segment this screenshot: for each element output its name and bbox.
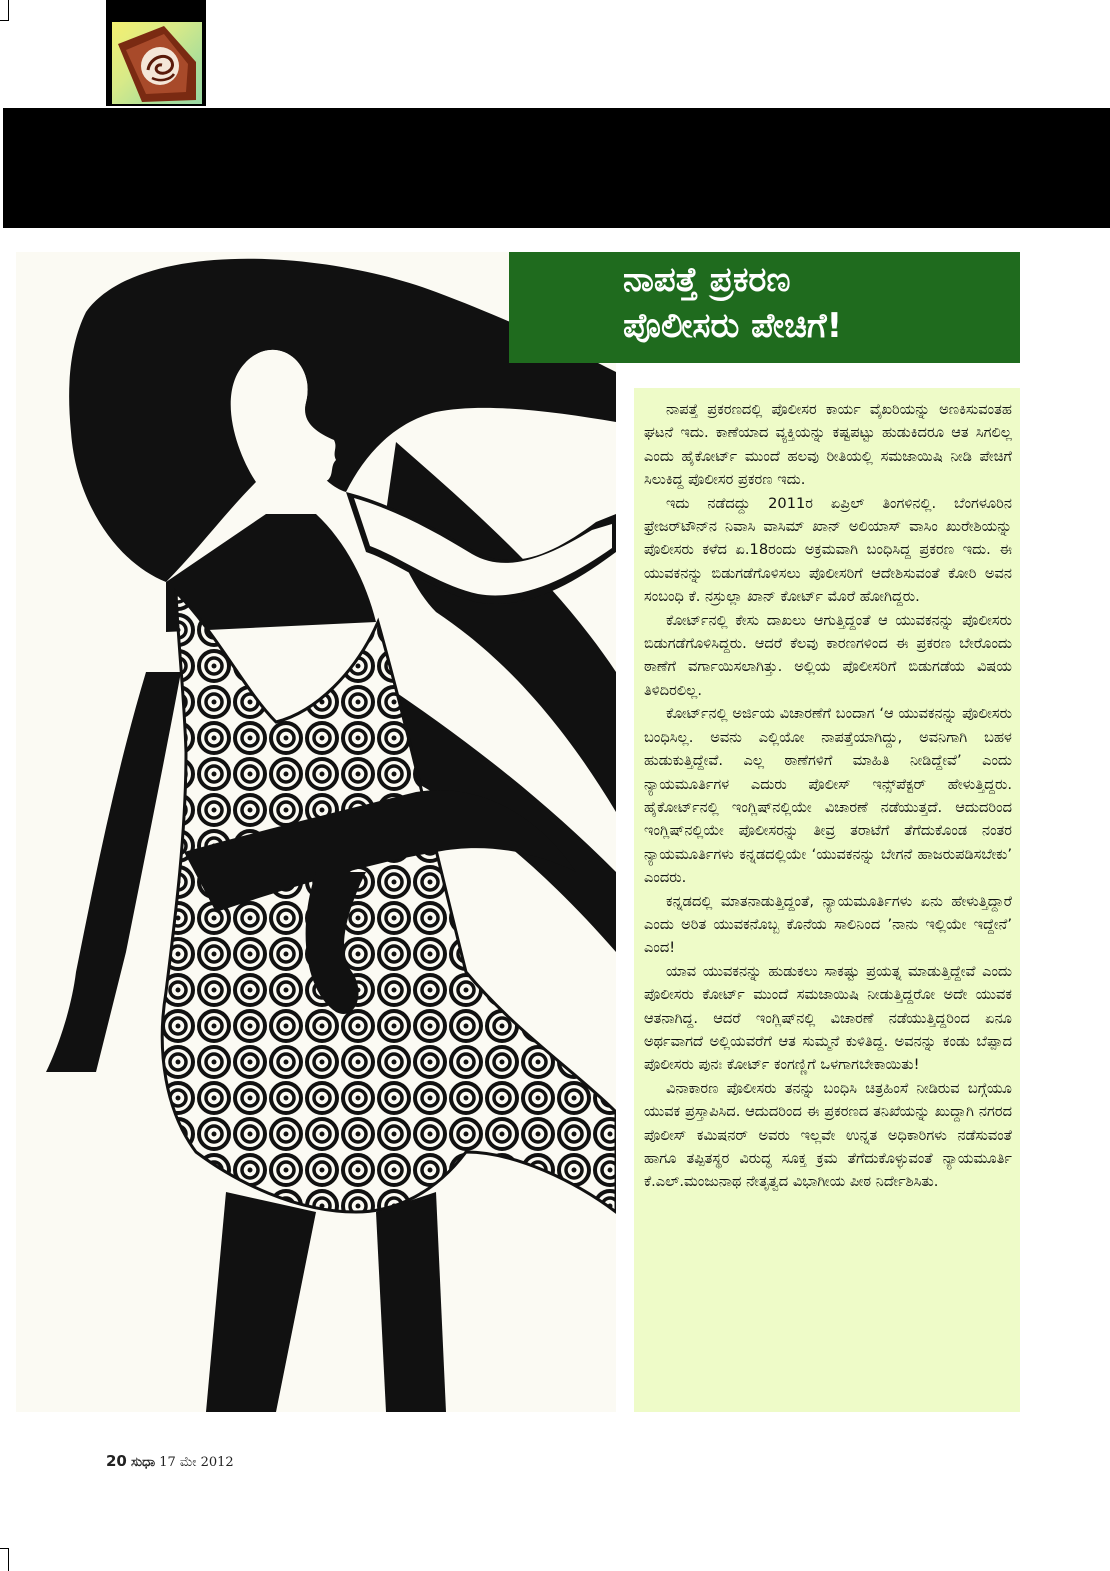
header-band: [3, 108, 1110, 228]
woman-silhouette-illustration: [16, 252, 616, 1412]
article-paragraph: ವಿನಾಕಾರಣ ಪೊಲೀಸರು ತನನ್ನು ಬಂಧಿಸಿ ಚಿತ್ರಹಿಂಸೆ ನೀಡಿರುವ ಬಗ್ಗೆಯೂ ಯುವಕ ಪ್ರಸ್ತಾಪಿಸಿದ. ಆದುದರಿಂದ ಈ ಪ್ರಕರಣದ ತನಿಖೆಯನ್ನು ಖುದ್ದಾಗಿ ನಗರದ ಪೊಲೀಸ್ ಕಮಿಷನರ್ ಅವರು ಇಲ್ಲವೇ ಉನ್ನತ ಅಧಿಕಾರಿಗಳು ನಡೆಸುವಂತೆ ಹಾಗೂ ತಪ್ಪಿತಸ್ಥರ ವಿರುದ್ಧ ಸೂಕ್ತ ಕ್ರಮ ತೆಗೆದುಕೊಳ್ಳುವಂತೆ ನ್ಯಾಯಮೂರ್ತಿ ಕೆ.ಎಲ್.ಮಂಜುನಾಥ ನೇತೃತ್ವದ ವಿಭಾಗೀಯ ಪೀಠ ನಿರ್ದೇಶಿಸಿತು.: [644, 1079, 1012, 1191]
page-number: 20: [106, 1452, 127, 1470]
crop-mark-top-left-v: [8, 0, 9, 20]
crop-mark-bottom-left-v: [8, 1548, 9, 1571]
article-paragraph: ಇದು ನಡೆದದ್ದು 2011ರ ಏಪ್ರಿಲ್ ತಿಂಗಳಿನಲ್ಲಿ. ಬೆಂಗಳೂರಿನ ಫ್ರೇಜರ್‌ಟೌನ್‌ನ ನಿವಾಸಿ ವಾಸಿಮ್ ಖಾನ್ ಅಲಿಯಾಸ್ ವಾಸಿಂ ಖುರೇಶಿಯನ್ನು ಪೊಲೀಸರು ಕಳೆದ ಏ.18ರಂದು ಅಕ್ರಮವಾಗಿ ಬಂಧಿಸಿದ್ದ ಪ್ರಕರಣ ಇದು. ಈ ಯುವಕನನ್ನು ಬಿಡುಗಡೆಗೊಳಿಸಲು ಪೊಲೀಸರಿಗೆ ಆದೇಶಿಸುವಂತೆ ಕೋರಿ ಅವನ ಸಂಬಂಧಿ ಕೆ. ನಸ್ರುಲ್ಲಾ ಖಾನ್ ಕೋರ್ಟ್ ಮೊರೆ ಹೋಗಿದ್ದರು.: [644, 494, 1012, 606]
article-paragraph: ನಾಪತ್ತೆ ಪ್ರಕರಣದಲ್ಲಿ ಪೊಲೀಸರ ಕಾರ್ಯ ವೈಖರಿಯನ್ನು ಅಣಕಿಸುವಂತಹ ಘಟನೆ ಇದು. ಕಾಣೆಯಾದ ವ್ಯಕ್ತಿಯನ್ನು ಕಷ್ಟಪಟ್ಟು ಹುಡುಕಿದರೂ ಆತ ಸಿಗಲಿಲ್ಲ ಎಂದು ಹೈಕೋರ್ಟ್ ಮುಂದೆ ಹಲವು ರೀತಿಯಲ್ಲಿ ಸಮಜಾಯಿಷಿ ನೀಡಿ ಪೇಚಿಗೆ ಸಿಲುಕಿದ್ದ ಪೊಲೀಸರ ಪ್ರಕರಣ ಇದು.: [644, 401, 1012, 489]
headline-line-1: ನಾಪತ್ತೆ ಪ್ರಕರಣ: [623, 260, 791, 300]
headline-box: [509, 252, 1020, 363]
article-paragraph: ಯಾವ ಯುವಕನನ್ನು ಹುಡುಕಲು ಸಾಕಷ್ಟು ಪ್ರಯತ್ನ ಮಾಡುತ್ತಿದ್ದೇವೆ ಎಂದು ಪೊಲೀಸರು ಕೋರ್ಟ್ ಮುಂದೆ ಸಮಜಾಯಿಷಿ ನೀಡುತ್ತಿದ್ದರೋ ಅದೇ ಯುವಕ ಆತನಾಗಿದ್ದ. ಆದರೆ ಇಂಗ್ಲಿಷ್‌ನಲ್ಲಿ ವಿಚಾರಣೆ ನಡೆಯುತ್ತಿದ್ದರಿಂದ ಏನೂ ಅರ್ಥವಾಗದೆ ಅಲ್ಲಿಯವರೆಗೆ ಆತ ಸುಮ್ಮನೆ ಕುಳಿತಿದ್ದ. ಅವನನ್ನು ಕಂಡು ಬೆಪ್ಪಾದ ಪೊಲೀಸರು ಪುನಃ ಕೋರ್ಟ್ ಕಂಗಣ್ಣಿಗೆ ಒಳಗಾಗಬೇಕಾಯಿತು!: [644, 962, 1012, 1074]
article-paragraph: ಕೋರ್ಟ್‌ನಲ್ಲಿ ಕೇಸು ದಾಖಲು ಆಗುತ್ತಿದ್ದಂತೆ ಆ ಯುವಕನನ್ನು ಪೊಲೀಸರು ಬಿಡುಗಡೆಗೊಳಿಸಿದ್ದರು. ಆದರೆ ಕೆಲವು ಕಾರಣಗಳಿಂದ ಈ ಪ್ರಕರಣ ಬೇರೊಂದು ಠಾಣೆಗೆ ವರ್ಗಾಯಿಸಲಾಗಿತ್ತು. ಅಲ್ಲಿಯ ಪೊಲೀಸರಿಗೆ ಬಿಡುಗಡೆಯ ವಿಷಯ ತಿಳಿದಿರಲಿಲ್ಲ.: [644, 611, 1012, 699]
logo-emblem: [112, 22, 202, 104]
article-text: [644, 398, 1012, 1194]
woman-figure-icon: [16, 252, 616, 1412]
issue-date: 17 ಮೇ 2012: [159, 1455, 234, 1470]
article-paragraph: ಕನ್ನಡದಲ್ಲಿ ಮಾತನಾಡುತ್ತಿದ್ದಂತೆ, ನ್ಯಾಯಮೂರ್ತಿಗಳು ಏನು ಹೇಳುತ್ತಿದ್ದಾರೆ ಎಂದು ಅರಿತ ಯುವಕನೊಬ್ಬ ಕೊನೆಯ ಸಾಲಿನಿಂದ ’ನಾನು ಇಲ್ಲಿಯೇ ಇದ್ದೇನೆ’ ಎಂದ!: [644, 892, 1012, 957]
headline-line-2: ಪೊಲೀಸರು ಪೇಚಿಗೆ!: [623, 306, 843, 346]
page-footer: [106, 1452, 234, 1470]
logo-mark-icon: [112, 22, 202, 104]
crop-mark-top-left-h: [0, 20, 9, 21]
magazine-name: ಸುಧಾ: [131, 1455, 156, 1470]
magazine-logo: [106, 0, 206, 106]
article-body: [634, 388, 1020, 1412]
article-paragraph: ಕೋರ್ಟ್‌ನಲ್ಲಿ ಅರ್ಜಿಯ ವಿಚಾರಣೆಗೆ ಬಂದಾಗ ‘ಆ ಯುವಕನನ್ನು ಪೊಲೀಸರು ಬಂಧಿಸಿಲ್ಲ. ಅವನು ಎಲ್ಲಿಯೋ ನಾಪತ್ತೆಯಾಗಿದ್ದು, ಅವನಿಗಾಗಿ ಬಹಳ ಹುಡುಕುತ್ತಿದ್ದೇವೆ. ಎಲ್ಲ ಠಾಣೆಗಳಿಗೆ ಮಾಹಿತಿ ನೀಡಿದ್ದೇವೆ’ ಎಂದು ನ್ಯಾಯಮೂರ್ತಿಗಳ ಎದುರು ಪೊಲೀಸ್ ಇನ್ಸ್‌ಪೆಕ್ಟರ್ ಹೇಳುತ್ತಿದ್ದರು. ಹೈಕೋರ್ಟ್‌ನಲ್ಲಿ ಇಂಗ್ಲಿಷ್‌ನಲ್ಲಿಯೇ ವಿಚಾರಣೆ ನಡೆಯುತ್ತದೆ. ಆದುದರಿಂದ ಇಂಗ್ಲಿಷ್‌ನಲ್ಲಿಯೇ ಪೊಲೀಸರನ್ನು ತೀವ್ರ ತರಾಟೆಗೆ ತೆಗೆದುಕೊಂಡ ನಂತರ ನ್ಯಾಯಮೂರ್ತಿಗಳು ಕನ್ನಡದಲ್ಲಿಯೇ ‘ಯುವಕನನ್ನು ಬೇಗನೆ ಹಾಜರುಪಡಿಸಬೇಕು’ ಎಂದರು.: [644, 705, 1012, 887]
